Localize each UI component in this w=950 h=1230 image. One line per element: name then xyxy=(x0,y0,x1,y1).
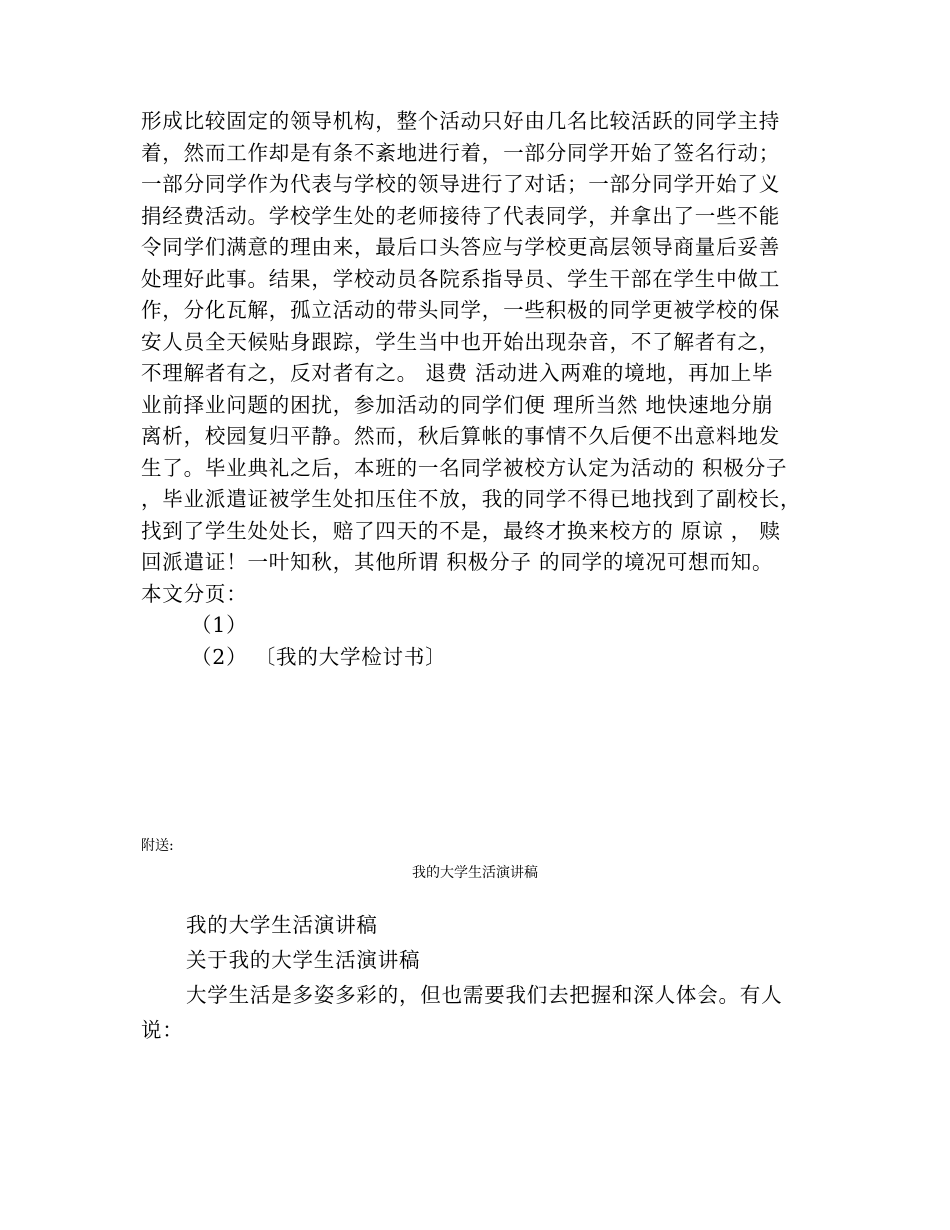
body-line: 作，分化瓦解，孤立活动的带头同学，一些积极的同学更被学校的保 xyxy=(141,298,780,322)
appendix-label: 附送: xyxy=(141,838,174,854)
page-link-2[interactable]: （2） 〔我的大学检讨书〕 xyxy=(191,644,447,669)
article-body xyxy=(141,106,811,673)
body-line: ，毕业派遣证被学生处扣压住不放，我的同学不得已地找到了副校长， xyxy=(141,487,802,511)
page-link-1[interactable]: （1） xyxy=(191,613,248,637)
body-line: 离析，校园复归平静。然而，秋后算帐的事情不久后便不出意料地发 xyxy=(141,424,780,448)
body-line: 形成比较固定的领导机构，整个活动只好由几名比较活跃的同学主持 xyxy=(141,109,780,133)
body-line: 处理好此事。结果，学校动员各院系指导员、学生干部在学生中做工 xyxy=(141,266,780,291)
appendix-title: 我的大学生活演讲稿 xyxy=(412,865,538,881)
body-line: 不理解者有之，反对者有之。 退费 活动进入两难的境地，再加上毕 xyxy=(141,361,774,385)
speech-paragraph-line: 大学生活是多姿多彩的，但也需要我们去把握和深人体会。有人 xyxy=(186,983,783,1007)
speech-paragraph-line: 说： xyxy=(141,1018,184,1042)
speech-title-line: 我的大学生活演讲稿 xyxy=(186,913,378,937)
speech-about-line: 关于我的大学生活演讲稿 xyxy=(186,948,421,972)
body-line: 回派遣证！一叶知秋，其他所谓 积极分子 的同学的境况可想而知。 xyxy=(141,550,774,574)
body-line: 找到了学生处处长，赔了四天的不是，最终才换来校方的 原谅 ， 赎 xyxy=(141,518,781,543)
body-line: 安人员全天候贴身跟踪，学生当中也开始出现杂音，不了解者有之， xyxy=(141,329,780,354)
body-line: 生了。毕业典礼之后，本班的一名同学被校方认定为活动的 积极分子 xyxy=(141,455,788,480)
body-line: 捐经费活动。学校学生处的老师接待了代表同学，并拿出了一些不能 xyxy=(141,203,780,228)
pagination-label: 本文分页： xyxy=(141,581,248,606)
body-line: 业前择业问题的困扰，参加活动的同学们便 理所当然 地快速地分崩 xyxy=(141,392,774,417)
body-line: 令同学们满意的理由来，最后口头答应与学校更高层领导商量后妥善 xyxy=(141,235,780,259)
body-line: 一部分同学作为代表与学校的领导进行了对话；一部分同学开始了义 xyxy=(141,172,780,196)
body-line: 着，然而工作却是有条不紊地进行着，一部分同学开始了签名行动； xyxy=(141,140,780,165)
speech-section xyxy=(141,908,811,1048)
